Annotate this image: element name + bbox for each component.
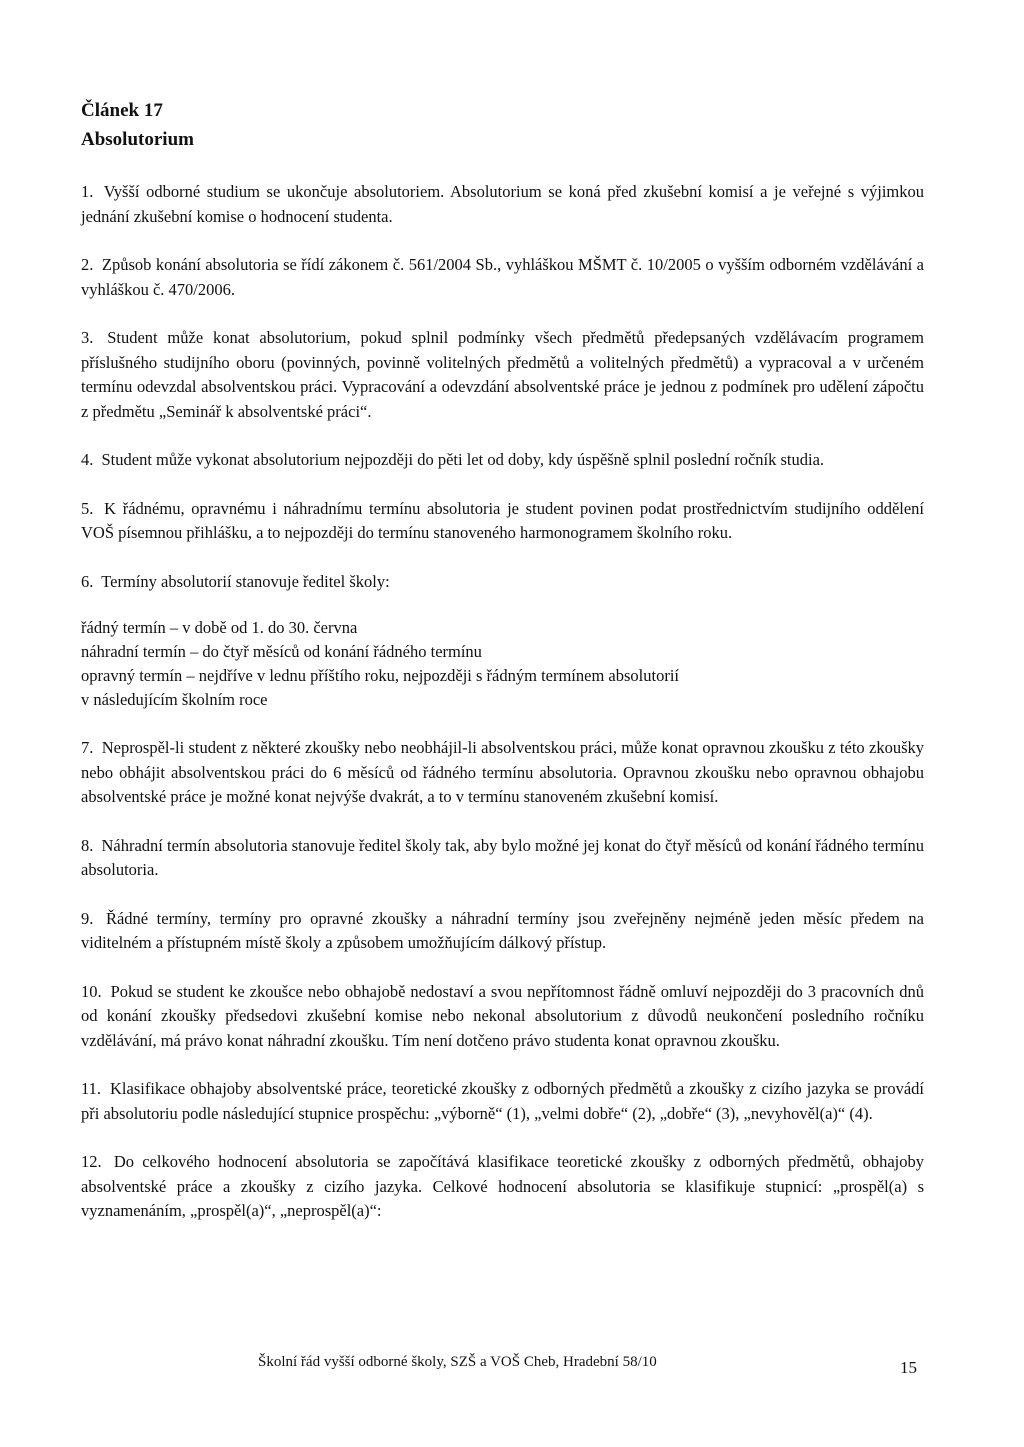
paragraph-number: 5. — [81, 498, 94, 518]
paragraph-text: Způsob konání absolutoria se řídí zákonem č. 561/2004 Sb., vyhláškou MŠMT č. 10/2005 o vyšším odborném vzdělávání a vyhláškou č. 470/2006. — [81, 255, 924, 299]
article-body — [81, 180, 924, 1224]
term-line-substitute: náhradní termín – do čtyř měsíců od konání řádného termínu — [81, 642, 482, 661]
paragraph-11 — [81, 1077, 924, 1126]
paragraph-number: 6. — [81, 571, 94, 591]
paragraph-text: Vyšší odborné studium se ukončuje absolutoriem. Absolutorium se koná před zkušební komisí a je veřejné s výjimkou jednání zkušební komise o hodnocení studenta. — [81, 182, 925, 226]
paragraph-8 — [81, 834, 924, 883]
paragraph-number: 7. — [81, 738, 94, 757]
paragraph-number: 11. — [81, 1079, 102, 1098]
paragraph-text: Neprospěl-li student z některé zkoušky nebo neobhájil-li absolventskou práci, může konat opravnou zkoušku z této zkoušky nebo obhájit absolventskou práci do 6 měsíců od řádného termínu absolutoria. Opravnou zkoušku nebo opravnou obhajobu absolventské práce je možné konat nejvýše dvakrát, a to v termínu stanoveném zkušební komisí. — [81, 738, 924, 806]
paragraph-10 — [81, 980, 924, 1054]
paragraph-text: Náhradní termín absolutoria stanovuje ředitel školy tak, aby bylo možné jej konat do čtyř měsíců od konání řádného termínu absolutoria. — [81, 835, 924, 879]
paragraph-text: Student může vykonat absolutorium nejpozději do pěti let od doby, kdy úspěšně splnil poslední ročník studia. — [101, 450, 825, 469]
article-title: Absolutorium — [81, 129, 194, 150]
paragraph-2 — [81, 253, 924, 302]
paragraph-7 — [81, 736, 924, 810]
paragraph-text: Řádné termíny, termíny pro opravné zkoušky a náhradní termíny jsou zveřejněny nejméně jeden měsíc předem na viditelném a přístupném místě školy a způsobem umožňujícím dálkový přístup. — [81, 908, 924, 952]
paragraph-text: K řádnému, opravnému i náhradnímu termínu absolutoria je student povinen podat prostřednictvím studijního oddělení VOŠ písemnou přihlášku, a to nejpozději do termínu stanoveného harmonogramem školního roku. — [81, 498, 925, 542]
paragraph-5 — [81, 497, 924, 546]
paragraph-number: 8. — [81, 835, 94, 855]
paragraph-number: 10. — [81, 981, 102, 1001]
page-number: 15 — [900, 1358, 917, 1377]
term-line-regular: řádný termín – v době od 1. do 30. června — [81, 618, 358, 637]
paragraph-1 — [81, 180, 924, 229]
document-page — [81, 96, 924, 1248]
paragraph-number: 12. — [81, 1152, 102, 1171]
term-line-retake: opravný termín – nejdříve v lednu příštího roku, nejpozději s řádným termínem absolutorií — [81, 666, 679, 685]
paragraph-text: Termíny absolutorií stanovuje ředitel školy: — [101, 571, 390, 591]
article-number: Článek 17 — [81, 100, 163, 121]
paragraph-6 — [81, 570, 924, 595]
paragraph-text: Student může konat absolutorium, pokud splnil podmínky všech předmětů předepsaných vzdělávacím programem příslušného studijního oboru (povinných, povinně volitelných předmětů a volitelných předmětů) a vypracoval a v určeném termínu odevzdal absolventskou práci. Vypracování a odevzdání absolventské práce je jednou z podmínek pro udělení zápočtu z předmětu „Seminář k absolventské práci“. — [81, 328, 924, 421]
paragraph-text: Klasifikace obhajoby absolventské práce, teoretické zkoušky z odborných předmětů a zkoušky z cizího jazyka se provádí při absolutoriu podle následující stupnice prospěchu: „výborně“ (1), „velmi dobře“ (2), „dobře“ (3), „nevyhověl(a)“ (4). — [81, 1079, 924, 1123]
paragraph-number: 1. — [81, 182, 94, 201]
paragraph-4 — [81, 448, 924, 473]
paragraph-number: 2. — [81, 255, 94, 274]
term-line-retake-continuation: v následujícím školním roce — [81, 690, 268, 709]
paragraph-text: Do celkového hodnocení absolutoria se započítává klasifikace teoretické zkoušky z odborných předmětů, obhajoby absolventské práce a zkoušky z cizího jazyka. Celkové hodnocení absolutoria se klasifikuje stupnicí: „prospěl(a) s vyznamenáním, „prospěl(a)“, „neprospěl(a)“: — [81, 1152, 924, 1220]
paragraph-number: 3. — [81, 328, 94, 347]
paragraph-text: Pokud se student ke zkoušce nebo obhajobě nedostaví a svou nepřítomnost řádně omluví nejpozději do 3 pracovních dnů od konání zkoušky předsedovi zkušební komise nebo nekonal absolutorium z důvodů neukončení posledního ročníku vzdělávání, má právo konat náhradní zkoušku. Tím není dotčeno právo studenta konat opravnou zkoušku. — [81, 981, 925, 1050]
paragraph-number: 4. — [81, 450, 94, 469]
paragraph-12 — [81, 1150, 924, 1224]
paragraph-9 — [81, 907, 924, 956]
paragraph-3 — [81, 326, 924, 424]
exam-terms-list — [81, 616, 924, 712]
paragraph-number: 9. — [81, 908, 94, 928]
page-footer: Školní řád vyšší odborné školy, SZŠ a VOŠ Cheb, Hradební 58/10 — [258, 1354, 657, 1370]
